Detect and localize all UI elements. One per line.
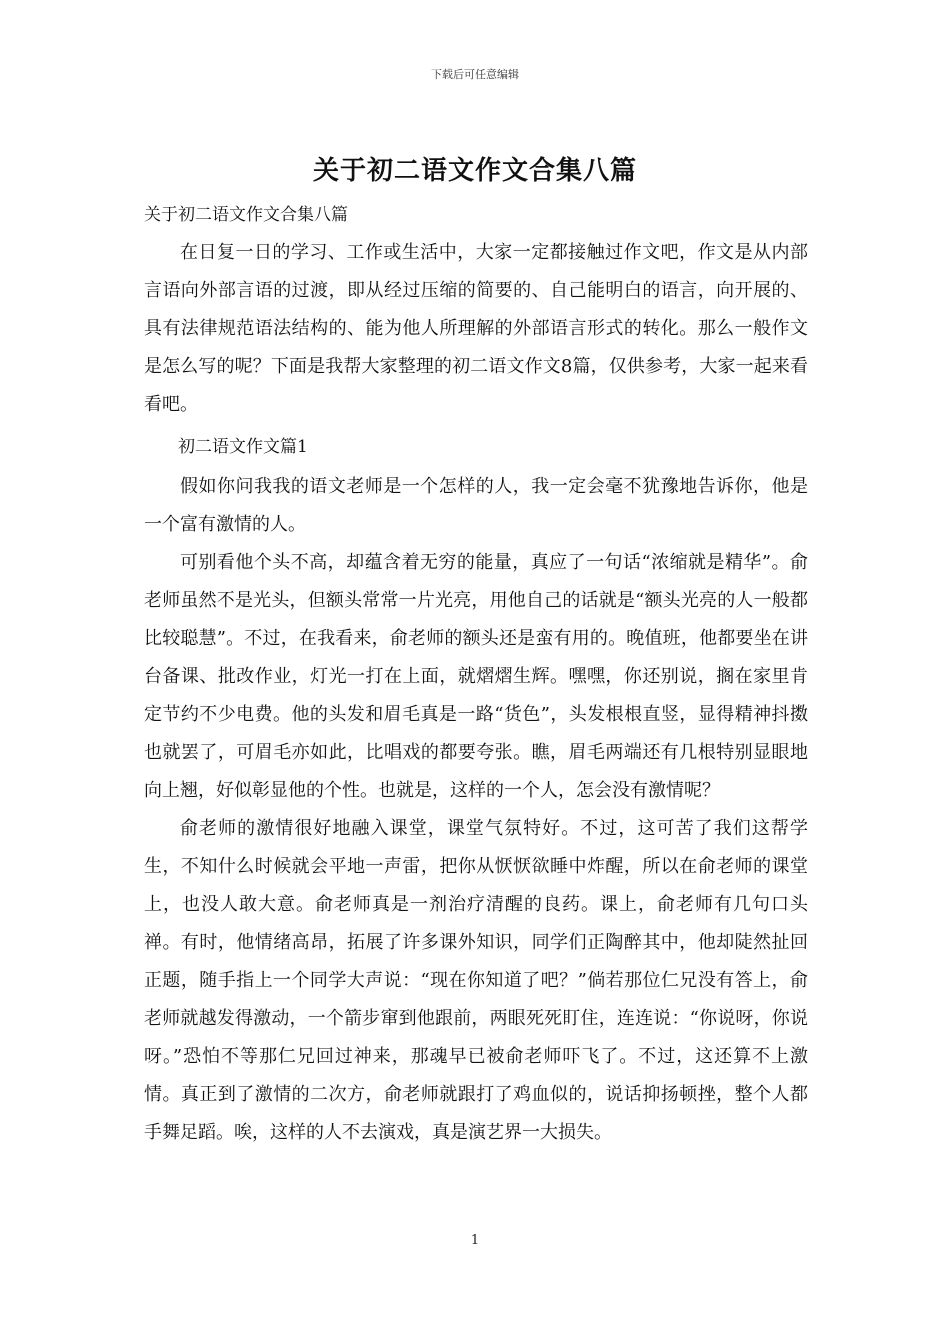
document-title: 关于初二语文作文合集八篇	[312, 156, 637, 186]
document-subtitle: 关于初二语文作文合集八篇	[144, 205, 348, 225]
body-paragraph: 俞老师的激情很好地融入课堂，课堂气氛特好。不过，这可苦了我们这帮学生，不知什么时候就会平地一声雷，把你从恹恹欲睡中炸醒，所以在俞老师的课堂上，也没人敢大意。俞老师真是一剂治疗清醒的良药。课上，俞老师有几句口头禅。有时，他情绪高昂，拓展了许多课外知识，同学们正陶醉其中，他却陡然扯回正题，随手指上一个同学大声说：“现在你知道了吧？”倘若那位仁兄没有答上，俞老师就越发得激动，一个箭步窜到他跟前，两眼死死盯住，连连说：“你说呀，你说呀。”恐怕不等那仁兄回过神来，那魂早已被俞老师吓飞了。不过，这还算不上激情。真正到了激情的二次方，俞老师就跟打了鸡血似的，说话抑扬顿挫，整个人都手舞足蹈。唉，这样的人不去演戏，真是演艺界一大损失。	[144, 818, 808, 1143]
body-paragraph: 可别看他个头不高，却蕴含着无穷的能量，真应了一句话“浓缩就是精华”。俞老师虽然不是光头，但额头常常一片光亮，用他自己的话就是“额头光亮的人一般都比较聪慧”。不过，在我看来，俞老师的额头还是蛮有用的。晚值班，他都要坐在讲台备课、批改作业，灯光一打在上面，就熠熠生辉。嘿嘿，你还别说，搁在家里肯定节约不少电费。他的头发和眉毛真是一路“货色”，头发根根直竖，显得精神抖擞也就罢了，可眉毛亦如此，比唱戏的都要夸张。瞧，眉毛两端还有几根特别显眼地向上翘，好似彰显他的个性。也就是，这样的一个人，怎会没有激情呢？	[144, 552, 808, 801]
header-note: 下载后可任意编辑	[431, 68, 519, 81]
document-body	[144, 196, 808, 1152]
essay-heading: 初二语文作文篇1	[178, 437, 308, 457]
page-number: 1	[470, 1233, 480, 1248]
body-paragraph: 假如你问我我的语文老师是一个怎样的人，我一定会毫不犹豫地告诉你，他是一个富有激情的人。	[144, 476, 808, 535]
intro-paragraph: 在日复一日的学习、工作或生活中，大家一定都接触过作文吧，作文是从内部言语向外部言语的过渡，即从经过压缩的简要的、自己能明白的语言，向开展的、具有法律规范语法结构的、能为他人所理解的外部语言形式的转化。那么一般作文是怎么写的呢？下面是我帮大家整理的初二语文作文8篇，仅供参考，大家一起来看看吧。	[144, 242, 808, 415]
